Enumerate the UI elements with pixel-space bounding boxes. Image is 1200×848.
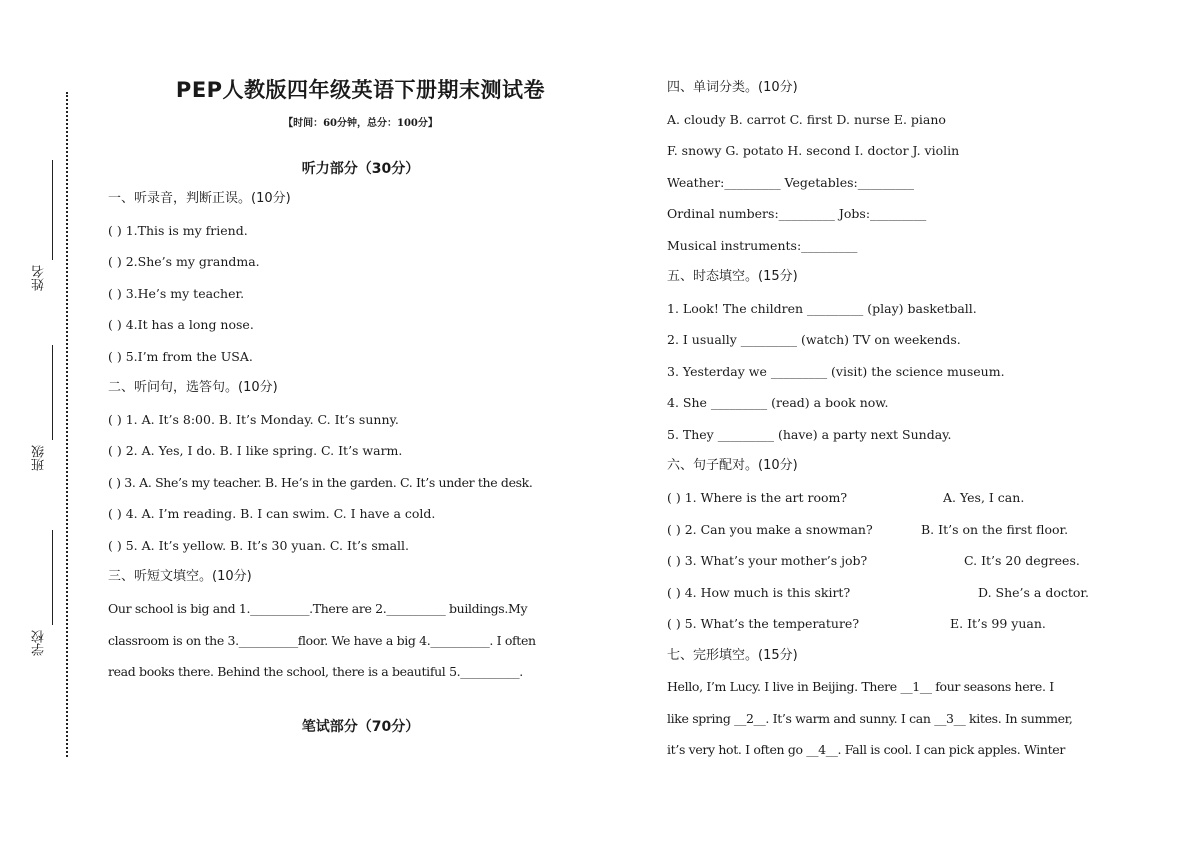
school-field[interactable] bbox=[30, 530, 54, 670]
s6-question: ( ) 4. How much is this skirt? bbox=[667, 585, 851, 600]
class-field[interactable] bbox=[30, 345, 54, 485]
s1-item: ( ) 3.He’s my teacher. bbox=[108, 286, 245, 301]
s6-answer: E. It’s 99 yuan. bbox=[950, 616, 1046, 631]
s3-line: Our school is big and 1.__________.There are 2.__________ buildings.My bbox=[108, 601, 528, 616]
s3-line: read books there. Behind the school, there is a beautiful 5.__________. bbox=[108, 664, 523, 679]
class-label: 班级 bbox=[32, 445, 47, 471]
name-underline bbox=[52, 160, 53, 260]
s2-item: ( ) 4. A. I’m reading. B. I can swim. C. I have a cold. bbox=[108, 506, 436, 521]
s6-question: ( ) 3. What’s your mother’s job? bbox=[667, 553, 868, 568]
s4-line: Weather:_________ Vegetables:_________ bbox=[667, 175, 914, 190]
section-7-heading: 七、完形填空。(15分) bbox=[667, 648, 798, 663]
s6-answer: A. Yes, I can. bbox=[943, 490, 1025, 505]
s5-item: 5. They _________ (have) a party next Sunday. bbox=[667, 427, 952, 442]
s2-item: ( ) 2. A. Yes, I do. B. I like spring. C. It’s warm. bbox=[108, 443, 403, 458]
section-6-heading: 六、句子配对。(10分) bbox=[667, 458, 798, 473]
binding-margin bbox=[0, 0, 90, 848]
written-heading: 笔试部分（70分） bbox=[301, 719, 420, 735]
section-1-heading: 一、听录音，判断正误。(10分) bbox=[108, 191, 291, 206]
s3-line: classroom is on the 3.__________floor. We have a big 4.__________. I often bbox=[108, 633, 536, 648]
section-2-heading: 二、听问句，选答句。(10分) bbox=[108, 380, 278, 395]
s5-item: 1. Look! The children _________ (play) basketball. bbox=[667, 301, 977, 316]
listening-heading: 听力部分（30分） bbox=[301, 161, 420, 177]
s4-line: A. cloudy B. carrot C. first D. nurse E. piano bbox=[667, 112, 946, 127]
s1-item: ( ) 1.This is my friend. bbox=[108, 223, 248, 238]
s1-item: ( ) 2.She’s my grandma. bbox=[108, 254, 260, 269]
s6-question: ( ) 1. Where is the art room? bbox=[667, 490, 848, 505]
school-underline bbox=[52, 530, 53, 625]
s6-answer: C. It’s 20 degrees. bbox=[964, 553, 1080, 568]
s6-answer: D. She’s a doctor. bbox=[978, 585, 1089, 600]
s4-line: F. snowy G. potato H. second I. doctor J. violin bbox=[667, 143, 960, 158]
s7-line: it’s very hot. I often go __4__. Fall is cool. I can pick apples. Winter bbox=[667, 742, 1065, 757]
s5-item: 3. Yesterday we _________ (visit) the science museum. bbox=[667, 364, 1005, 379]
s4-line: Musical instruments:_________ bbox=[667, 238, 858, 253]
school-label: 学校 bbox=[32, 630, 47, 656]
s2-item: ( ) 3. A. She’s my teacher. B. He’s in the garden. C. It’s under the desk. bbox=[108, 475, 533, 490]
s2-item: ( ) 1. A. It’s 8:00. B. It’s Monday. C. It’s sunny. bbox=[108, 412, 399, 427]
name-field[interactable] bbox=[30, 160, 54, 300]
s5-item: 4. She _________ (read) a book now. bbox=[667, 395, 889, 410]
s6-answer: B. It’s on the first floor. bbox=[921, 522, 1069, 537]
s1-item: ( ) 4.It has a long nose. bbox=[108, 317, 254, 332]
s7-line: Hello, I’m Lucy. I live in Beijing. There __1__ four seasons here. I bbox=[667, 679, 1054, 694]
page-title: PEP人教版四年级英语下册期末测试卷 bbox=[175, 78, 546, 102]
s5-item: 2. I usually _________ (watch) TV on weekends. bbox=[667, 332, 961, 347]
s6-question: ( ) 5. What’s the temperature? bbox=[667, 616, 860, 631]
s6-question: ( ) 2. Can you make a snowman? bbox=[667, 522, 873, 537]
s4-line: Ordinal numbers:_________ Jobs:_________ bbox=[667, 206, 927, 221]
s7-line: like spring __2__. It’s warm and sunny. I can __3__ kites. In summer, bbox=[667, 711, 1073, 726]
name-label: 姓名 bbox=[32, 265, 47, 291]
s1-item: ( ) 5.I’m from the USA. bbox=[108, 349, 253, 364]
section-4-heading: 四、单词分类。(10分) bbox=[667, 80, 798, 95]
s2-item: ( ) 5. A. It’s yellow. B. It’s 30 yuan. C. It’s small. bbox=[108, 538, 410, 553]
cut-line bbox=[66, 92, 68, 757]
exam-info: 【时间：60分钟，总分：100分】 bbox=[283, 118, 438, 129]
class-underline bbox=[52, 345, 53, 440]
section-5-heading: 五、时态填空。(15分) bbox=[667, 269, 798, 284]
section-3-heading: 三、听短文填空。(10分) bbox=[108, 569, 252, 584]
